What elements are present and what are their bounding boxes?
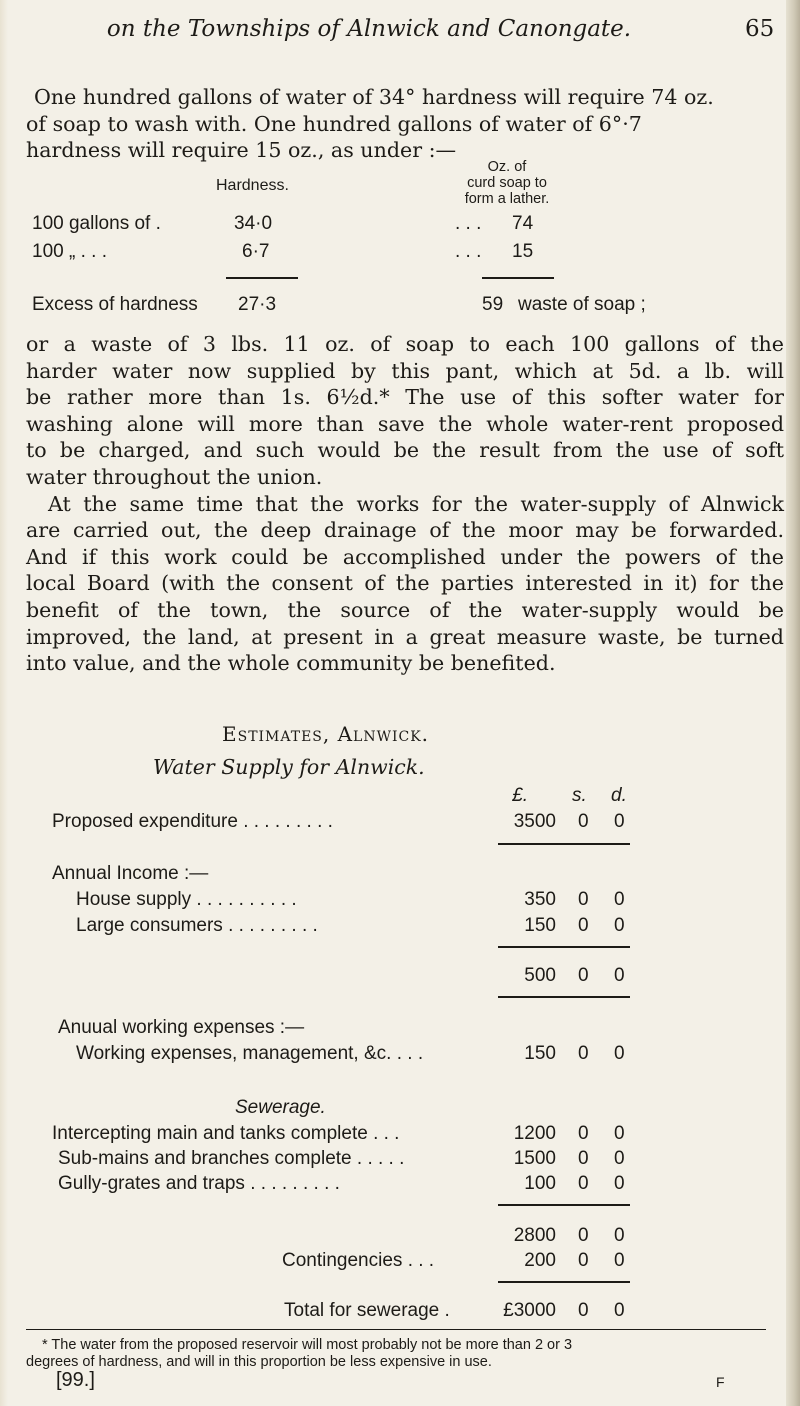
hardness-value: 6·7	[242, 241, 270, 262]
soap-column-header	[432, 159, 582, 207]
proposed-rule	[498, 843, 630, 845]
sewerage-subtotal-pounds: 2800	[513, 1225, 556, 1246]
working-pence: 0	[614, 1043, 625, 1064]
body-line: be rather more than 1s. 6½d.* The use of this softer water for	[26, 385, 784, 410]
soap-value: 74	[512, 213, 534, 234]
pounds-header: £.	[512, 785, 528, 806]
sewerage-subtotal-pence: 0	[614, 1225, 625, 1246]
footnote-line: * The water from the proposed reservoir will most probably not be more than 2 or 3	[42, 1337, 573, 1353]
income-total-shillings: 0	[578, 965, 589, 986]
income-row-label: House supply . . . . . . . . . .	[76, 889, 297, 910]
sewerage-pounds: 1200	[513, 1123, 556, 1144]
body-line: harder water now supplied by this pant, which at 5d. a lb. will	[26, 358, 784, 383]
sewerage-pence: 0	[614, 1173, 625, 1194]
working-expenses-label: Anuual working expenses :—	[58, 1017, 305, 1038]
body-line: washing alone will more than save the whole water-rent proposed	[26, 411, 784, 436]
hardness-row-label: 100 „ . . .	[32, 241, 107, 262]
signature-letter: F	[716, 1374, 725, 1390]
excess-value: 27·3	[238, 294, 277, 315]
sewerage-row-label: Intercepting main and tanks complete . . .	[52, 1123, 400, 1144]
shillings-header: s.	[572, 785, 587, 806]
income-total-pounds: 500	[524, 965, 556, 986]
hardness-row-label: 100 gallons of .	[32, 213, 161, 234]
intro-line: hardness will require 15 oz., as under :—	[26, 138, 457, 163]
intro-line: of soap to wash with. One hundred gallons of water of 6°·7	[26, 111, 642, 136]
working-shillings: 0	[578, 1043, 589, 1064]
soap-value: 15	[512, 241, 534, 262]
income-pence: 0	[614, 889, 625, 910]
footnote	[26, 1337, 766, 1371]
sewerage-shillings: 0	[578, 1148, 589, 1169]
dot-leader: . . .	[455, 241, 482, 262]
waste-label: waste of soap ;	[518, 294, 646, 315]
page-edge-left	[0, 0, 8, 1406]
sewerage-subtotal-shillings: 0	[578, 1225, 589, 1246]
income-total-pence: 0	[614, 965, 625, 986]
hardness-value: 34·0	[234, 213, 273, 234]
soap-header-line: form a lather.	[464, 191, 550, 207]
body-line: At the same time that the works for the water-supply of Alnwick	[48, 491, 784, 516]
income-pence: 0	[614, 915, 625, 936]
sewerage-pence: 0	[614, 1148, 625, 1169]
total-pounds: £3000	[503, 1300, 556, 1321]
page-edge-right	[786, 0, 800, 1406]
soap-header-line: Oz. of	[487, 159, 527, 175]
body-paragraph	[26, 331, 784, 677]
proposed-shillings: 0	[578, 811, 589, 832]
body-line: or a waste of 3 lbs. 11 oz. of soap to each 100 gallons of the	[26, 332, 784, 356]
intro-line: One hundred gallons of water of 34° hardness will require 74 oz.	[34, 85, 714, 109]
working-row-label: Working expenses, management, &c. . . .	[76, 1043, 424, 1064]
contingencies-rule	[498, 1281, 630, 1283]
body-line: into value, and the whole community be benefited.	[26, 651, 556, 676]
sewerage-shillings: 0	[578, 1173, 589, 1194]
contingencies-pence: 0	[614, 1250, 625, 1271]
sewerage-pounds: 1500	[513, 1148, 556, 1169]
total-label: Total for sewerage .	[284, 1300, 450, 1321]
footnote-rule	[26, 1329, 766, 1330]
body-line: improved, the land, at present in a great measure waste, be turned	[26, 624, 784, 649]
proposed-pounds: 3500	[513, 811, 556, 832]
body-line: benefit of the town, the source of the water-supply would be	[26, 597, 784, 622]
hardness-column-header: Hardness.	[216, 177, 289, 194]
proposed-pence: 0	[614, 811, 625, 832]
sewerage-row-label: Gully-grates and traps . . . . . . . . .	[58, 1173, 340, 1194]
sewerage-shillings: 0	[578, 1123, 589, 1144]
page-number: 65	[745, 16, 775, 42]
hardness-sum-rule	[226, 277, 298, 279]
total-pence: 0	[614, 1300, 625, 1321]
income-total-rule	[498, 996, 630, 998]
estimates-heading: Estimates, Alnwick.	[222, 722, 430, 746]
income-shillings: 0	[578, 889, 589, 910]
sewerage-pence: 0	[614, 1123, 625, 1144]
income-pounds: 150	[524, 915, 556, 936]
proposed-label: Proposed expenditure . . . . . . . . .	[52, 811, 333, 832]
footnote-line: degrees of hardness, and will in this proportion be less expensive in use.	[26, 1354, 492, 1370]
total-shillings: 0	[578, 1300, 589, 1321]
body-line: local Board (with the consent of the parties interested in it) for the	[26, 571, 784, 596]
sewerage-rule	[498, 1204, 630, 1206]
pence-header: d.	[611, 785, 627, 806]
soap-header-line: curd soap to	[467, 175, 547, 191]
contingencies-pounds: 200	[524, 1250, 556, 1271]
waste-value: 59	[482, 294, 504, 315]
body-line: And if this work could be accomplished under the powers of the	[26, 544, 784, 569]
soap-sum-rule	[482, 277, 554, 279]
contingencies-label: Contingencies . . .	[282, 1250, 435, 1271]
annual-income-label: Annual Income :—	[52, 863, 209, 884]
income-rule	[498, 946, 630, 948]
excess-label: Excess of hardness	[32, 294, 198, 315]
sewerage-row-label: Sub-mains and branches complete . . . . .	[58, 1148, 405, 1169]
intro-paragraph	[26, 84, 784, 164]
dot-leader: . . .	[455, 213, 482, 234]
signature-mark: [99.]	[56, 1369, 95, 1391]
contingencies-shillings: 0	[578, 1250, 589, 1271]
sewerage-pounds: 100	[524, 1173, 556, 1194]
body-line: are carried out, the deep drainage of the moor may be forwarded.	[26, 518, 784, 543]
working-pounds: 150	[524, 1043, 556, 1064]
income-pounds: 350	[524, 889, 556, 910]
sewerage-heading: Sewerage.	[235, 1097, 326, 1118]
estimates-subheading: Water Supply for Alnwick.	[153, 755, 425, 779]
running-title: on the Townships of Alnwick and Canongate.	[106, 16, 632, 42]
income-row-label: Large consumers . . . . . . . . .	[76, 915, 318, 936]
body-line: water throughout the union.	[26, 464, 323, 489]
income-shillings: 0	[578, 915, 589, 936]
body-line: to be charged, and such would be the result from the use of soft	[26, 438, 784, 463]
